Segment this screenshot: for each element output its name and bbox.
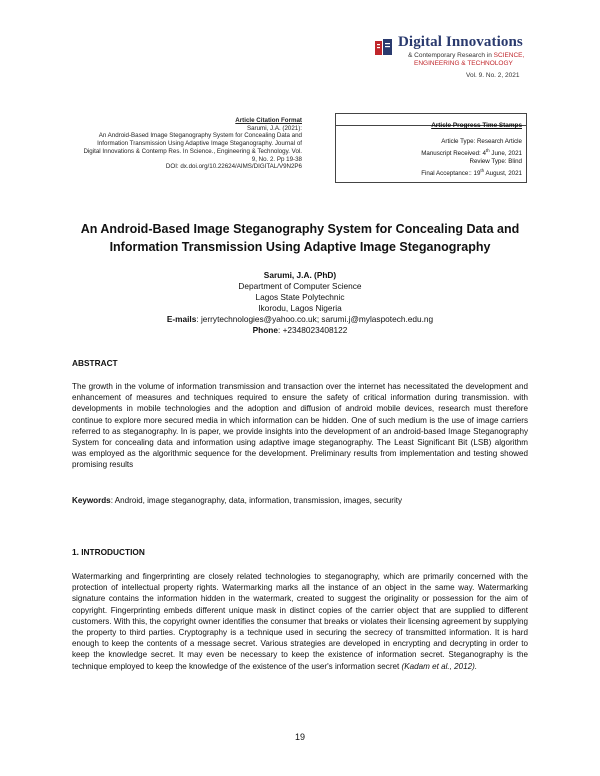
author-department: Department of Computer Science — [238, 281, 362, 291]
email-label: E-mails — [166, 314, 197, 324]
logo-subtitle-1b: SCIENCE, — [493, 52, 525, 59]
citation-line: Information Transmission Using Adaptive Image Steganography. Journal of — [97, 140, 302, 148]
logo-subtitle-2 — [414, 60, 513, 67]
final-acceptance — [421, 167, 522, 179]
final-sup: th — [480, 167, 485, 173]
volume-info: Vol. 9. No. 2, 2021 — [466, 72, 520, 79]
received-post: June, 2021 — [489, 149, 522, 157]
final-post: August, 2021 — [484, 169, 522, 177]
phone-label: Phone — [252, 325, 278, 335]
abstract-heading: ABSTRACT — [72, 358, 118, 368]
manuscript-received — [421, 147, 522, 159]
author-name: Sarumi, J.A. (PhD) — [263, 270, 337, 280]
logo-subtitle-2-text: ENGINEERING & TECHNOLOGY — [414, 60, 513, 67]
author-institution: Lagos State Polytechnic — [255, 292, 345, 302]
abstract-text: The growth in the volume of information transmission and transaction over the internet has necessitated the development and enhancement of measures and techniques required to ensure the safety of critical information during transmission. with developments in mobile technologies and the adoption and diffusion of android mobile devices, research must therefore continue to explore more secured media in which information can be hidden. One of such medium is the use of image carriers referred to as steganography. In is paper, we provide insights into the development of an android-based Image Steganography System for concealing data and information using adaptive image steganography. The Least Significant Bit (LSB) algorithm was employed as the algorithmic sequence for the development. Preliminary results from implementation and testing showed promising results — [72, 382, 528, 470]
keywords — [72, 495, 528, 506]
article-type: Article Type: Research Article — [441, 138, 522, 145]
citation-doi: DOI: dx.doi.org/10.22624/AIMS/DIGITAL/V9N2P6 — [165, 163, 302, 171]
logo-title: Digital Innovations — [398, 34, 523, 50]
introduction-body: Watermarking and fingerprinting are closely related technologies to steganography, which are primarily concerned with the protection of intellectual property rights. Watermarking marks all the instance of an object in the same way. Watermarking signature contains the information hidden in the watermark, created to suggest the originality or possession for the aim of copyright. Fingerprinting embeds different unique mask in distinct copies of the carrier object that are supplied to different customers. With this, the copyright owner identifies the consumer that breaks or violates their licensing agreement by supplying the property to third parties. Cryptography is a technique used in securing the secrecy of transmitted information. It is hard enough to keep the contents of a message secret. Various strategies are developed in encrypting and decrypting in order to keep the knowledge secret. It may even be necessary to keep the existence of information secret. Steganography is the technique employed to keep the knowledge of the existence of the user's information secret — [72, 572, 528, 671]
received-sup: th — [485, 147, 490, 153]
citation-line: An Android-Based Image Steganography System for Concealing Data and — [98, 132, 302, 140]
email-values: : jerrytechnologies@yahoo.co.uk; sarumi.j@mylaspotech.edu.ng — [196, 314, 434, 324]
received-pre: Manuscript Received: 4 — [421, 149, 486, 157]
keywords-label: Keywords — [72, 496, 111, 505]
book-logo-icon — [374, 36, 394, 58]
author-emails — [120, 314, 480, 325]
citation-line: 9, No. 2. Pp 19-38 — [251, 155, 302, 163]
logo-subtitle-1 — [408, 52, 524, 59]
progress-timestamps-box — [335, 113, 527, 183]
author-location: Ikorodu, Lagos Nigeria — [258, 303, 342, 313]
author-block — [120, 270, 480, 336]
title-line-1: An Android-Based Image Steganography System for Concealing Data and — [80, 222, 520, 236]
review-type: Review Type: Blind — [469, 158, 522, 166]
title-line-2: Information Transmission Using Adaptive Image Steganography — [109, 240, 491, 254]
progress-label: Article Progress Time Stamps — [431, 122, 522, 129]
keywords-text: : Android, image steganography, data, information, transmission, images, security — [110, 496, 403, 505]
final-pre: Final Acceptance:: 19 — [421, 169, 481, 177]
citation-line: Sarumi, J.A. (2021): — [246, 124, 302, 132]
paper-title — [20, 220, 580, 256]
progress-header — [336, 114, 526, 129]
introduction-heading: 1. INTRODUCTION — [72, 547, 145, 557]
author-phone — [120, 325, 480, 336]
introduction-text — [72, 571, 528, 672]
citation-label: Article Citation Format — [235, 117, 302, 124]
citation-line: Digital Innovations & Contemp Res. In Science., Engineering & Technology. Vol. — [83, 147, 302, 155]
phone-value: : +2348023408122 — [277, 325, 348, 335]
citation-block — [52, 117, 302, 171]
progress-body — [421, 138, 522, 179]
logo-subtitle-1a: & Contemporary Research in — [408, 52, 494, 59]
page-number: 19 — [294, 732, 305, 742]
introduction-citation: (Kadam et al., 2012). — [401, 661, 478, 671]
